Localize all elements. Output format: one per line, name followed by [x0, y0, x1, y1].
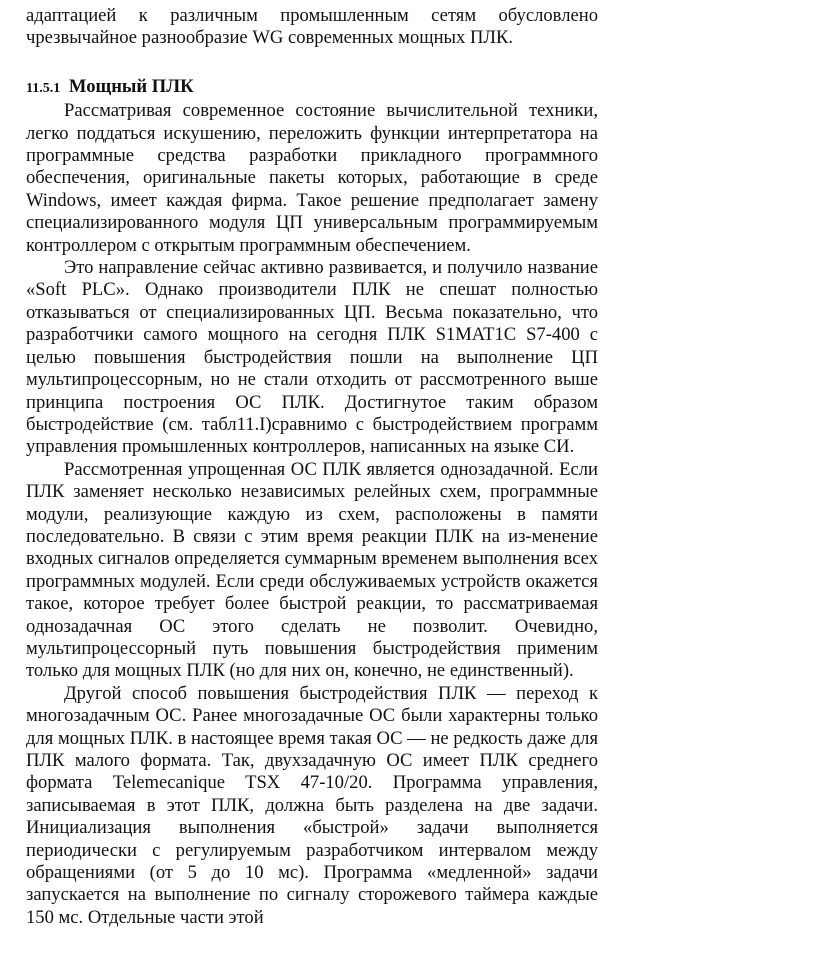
- body-paragraph-2: Это направление сейчас активно развивается, и получило название «Soft PLC». Однако производители ПЛК не спешат полностью отказываться от специализированных ЦП. Весьма показательно, что разработчики самого мощного на сегодня ПЛК S1MAT1C S7-400 с целью повышения быстродействия пошли на выполнение ЦП мультипроцессорным, но не стали отходить от рассмотренного выше принципа построения ОС ПЛК. Достигнутое таким образом быстродействие (см. табл11.I)сравнимо с быстродействием программ управления промышленных контроллеров, написанных на языке СИ.: [26, 257, 598, 458]
- section-heading: [26, 76, 598, 100]
- body-paragraph-4: Другой способ повышения быстродействия ПЛК — переход к многозадачным ОС. Ранее многозадачные ОС были характерны только для мощных ПЛК. в настоящее время такая ОС — не редкость даже для ПЛК малого формата. Так, двухзадачную ОС имеет ПЛК среднего формата Telemecanique TSX 47-10/20. Программа управления, записываемая в этот ПЛК, должна быть разделена на две задачи. Инициализация выполнения «быстрой» задачи выполняется периодически с регулируемым разработчиком интервалом между обращениями (от 5 до 10 мс). Программа «медленной» задачи запускается на выполнение по сигналу сторожевого таймера каждые 150 мс. Отдельные части этой: [26, 682, 598, 928]
- intro-paragraph: адаптацией к различным промышленным сетям обусловлено чрезвычайное разнообразие WG современных мощных ПЛК.: [26, 5, 598, 49]
- body-paragraph-1: Рассматривая современное состояние вычислительной техники, легко поддаться искушению, переложить функции интерпретатора на программные средства разработки прикладного программного обеспечения, оригинальные пакеты которых, работающие в среде Windows, имеет каждая фирма. Такое решение предполагает замену специализированного модуля ЦП универсальным программируемым контроллером с открытым программным обеспечением.: [26, 100, 598, 256]
- section-title: Мощный ПЛК: [68, 75, 194, 97]
- section-number: 11.5.1: [26, 80, 61, 96]
- document-page: [26, 0, 598, 929]
- body-paragraph-3: Рассмотренная упрощенная ОС ПЛК является однозадачной. Если ПЛК заменяет несколько независимых релейных схем, программные модули, реализующие каждую из схем, расположены в памяти последовательно. В связи с этим время реакции ПЛК на из-менение входных сигналов определяется суммарным временем выполнения всех программных модулей. Если среди обслуживаемых устройств окажется такое, которое требует более быстрой реакции, то рассматриваемая однозадачная ОС этого сделать не позволит. Очевидно, мультипроцессорный путь повышения быстродействия применим только для мощных ПЛК (но для них он, конечно, не единственный).: [26, 458, 598, 682]
